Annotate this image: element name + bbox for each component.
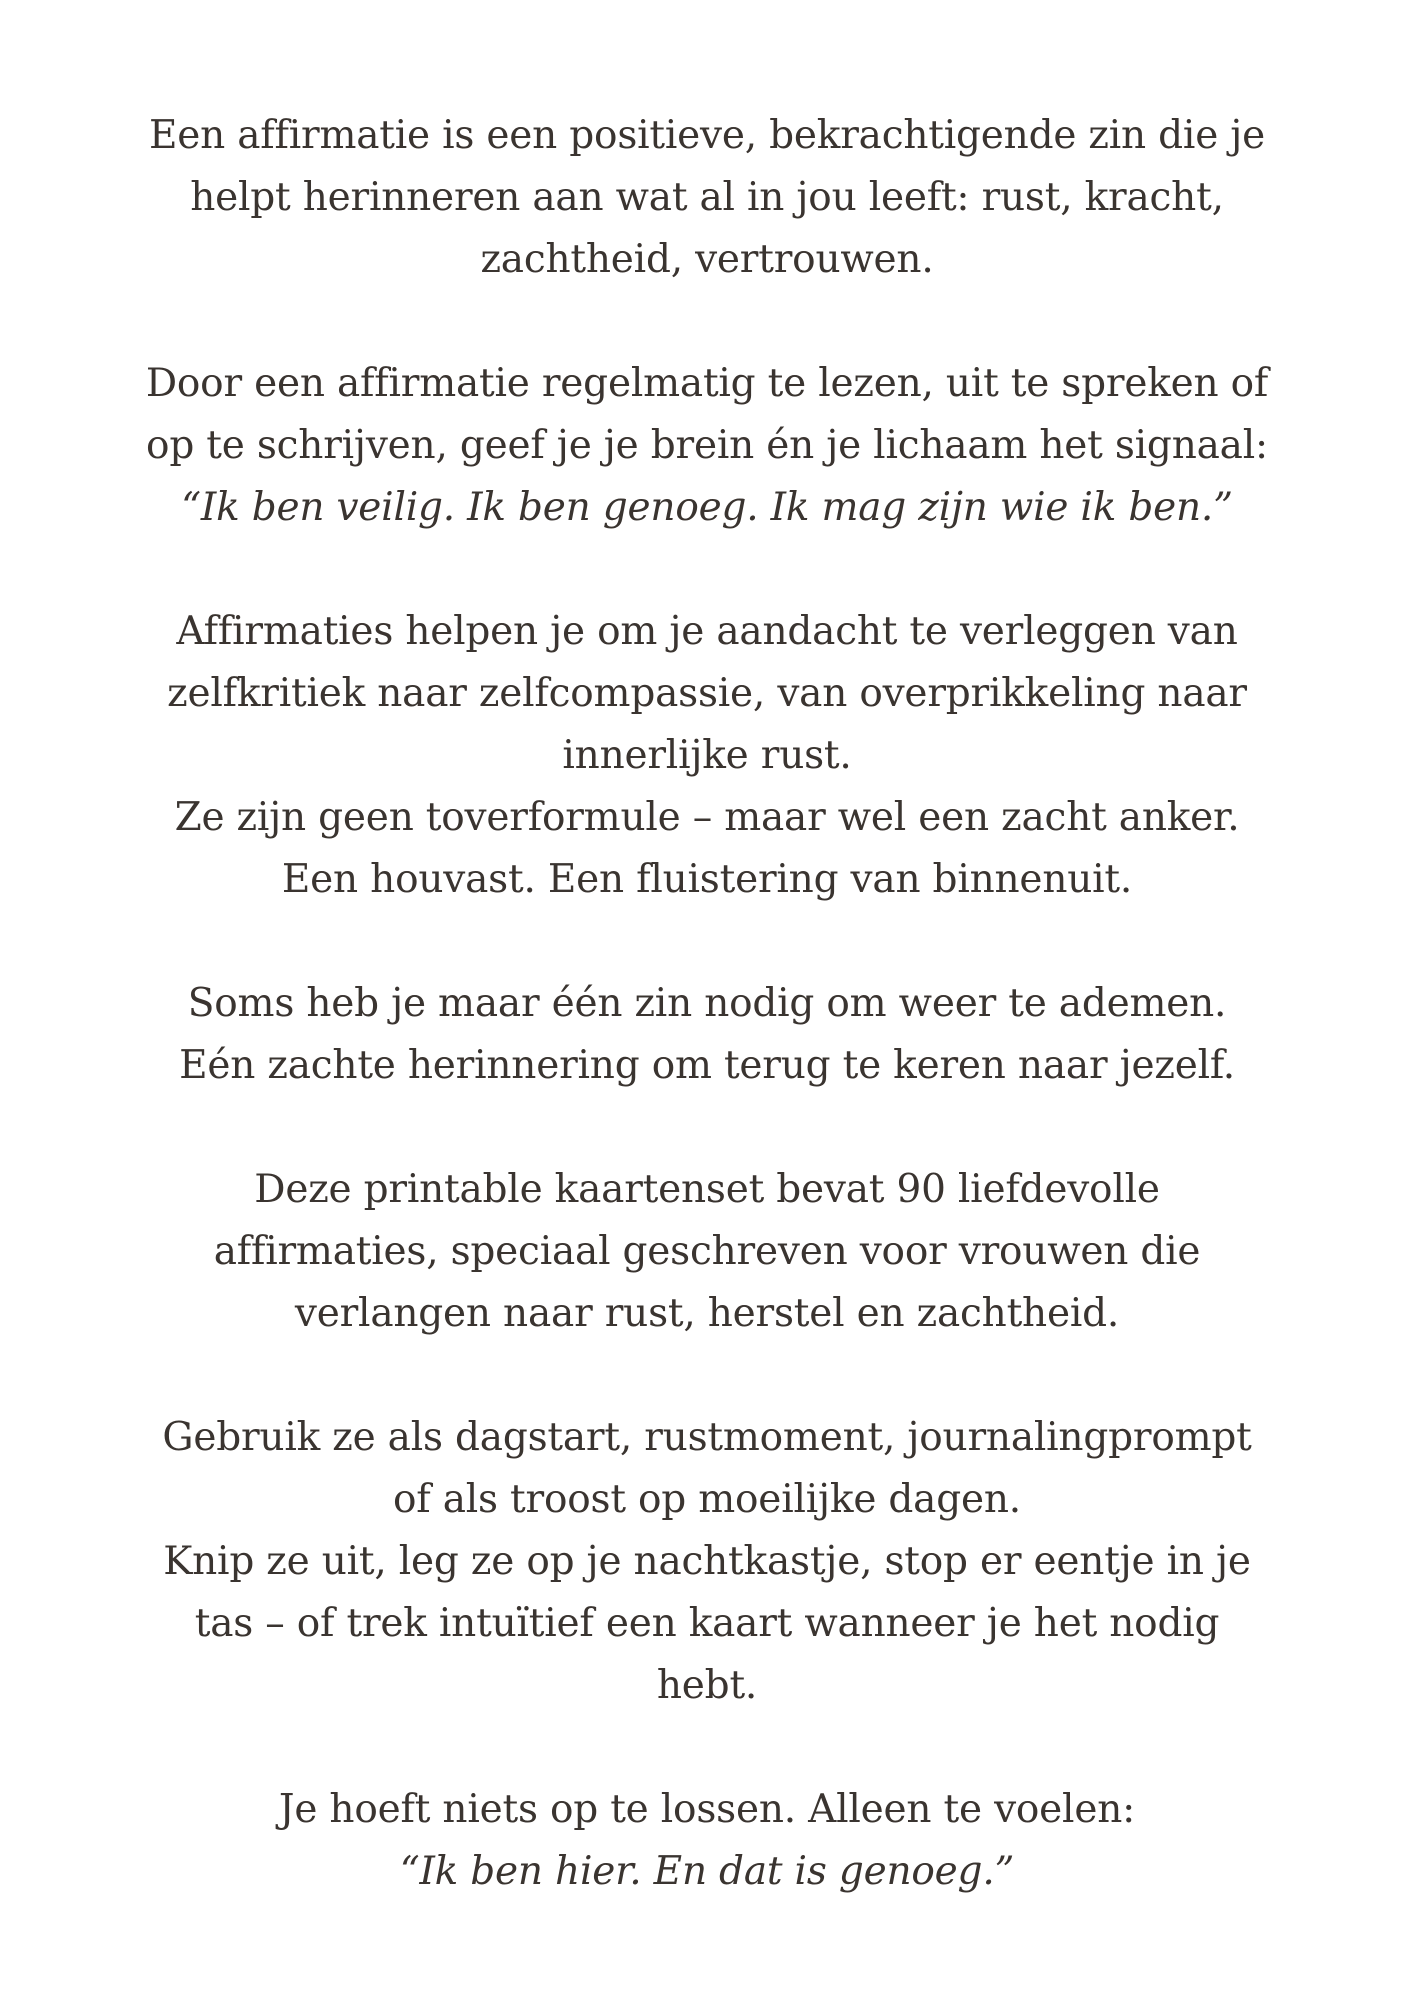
paragraph-card-set	[120, 1159, 1294, 1345]
text-line: Affirmaties helpen je om je aandacht te verleggen van	[176, 609, 1238, 654]
text-line: Door een affirmatie regelmatig te lezen, uit te spreken of	[145, 361, 1269, 406]
quote-veilig: “Ik ben veilig. Ik ben genoeg. Ik mag zijn wie ik ben.”	[181, 485, 1233, 530]
text-line: zelfkritiek naar zelfcompassie, van overprikkeling naar	[167, 671, 1247, 716]
text-line: Ze zijn geen toverformule – maar wel een zacht anker.	[174, 795, 1240, 840]
paragraph-intro	[120, 105, 1294, 291]
text-line: of als troost op moeilijke dagen.	[393, 1477, 1021, 1522]
text-line: zachtheid, vertrouwen.	[480, 237, 934, 282]
text-line: innerlijke rust.	[562, 733, 852, 778]
text-line: Gebruik ze als dagstart, rustmoment, journalingprompt	[162, 1415, 1252, 1460]
text-line: Knip ze uit, leg ze op je nachtkastje, stop er eentje in je	[163, 1539, 1251, 1584]
paragraph-how-to-use	[120, 1407, 1294, 1717]
text-line: Eén zachte herinnering om terug te keren naar jezelf.	[179, 1043, 1235, 1088]
text-line: affirmaties, speciaal geschreven voor vrouwen die	[213, 1229, 1201, 1274]
text-line: Een houvast. Een fluistering van binnenuit.	[281, 857, 1133, 902]
paragraph-one-sentence	[120, 973, 1294, 1097]
text-line: Soms heb je maar één zin nodig om weer te ademen.	[187, 981, 1227, 1026]
quote-genoeg: “Ik ben hier. En dat is genoeg.”	[399, 1849, 1015, 1894]
text-line: Je hoeft niets op te lossen. Alleen te voelen:	[278, 1787, 1136, 1832]
text-line: Een affirmatie is een positieve, bekrachtigende zin die je	[148, 113, 1266, 158]
paragraph-benefits	[120, 601, 1294, 911]
paragraph-closing	[120, 1779, 1294, 1903]
text-line: verlangen naar rust, herstel en zachtheid.	[294, 1291, 1120, 1336]
text-line: Deze printable kaartenset bevat 90 liefdevolle	[254, 1167, 1160, 1212]
text-line: helpt herinneren aan wat al in jou leeft: rust, kracht,	[190, 175, 1224, 220]
text-line: hebt.	[656, 1663, 758, 1708]
text-line: tas – of trek intuïtief een kaart wanneer je het nodig	[194, 1601, 1220, 1646]
paragraph-usage	[120, 353, 1294, 539]
text-line: op te schrijven, geef je je brein én je lichaam het signaal:	[146, 423, 1268, 468]
